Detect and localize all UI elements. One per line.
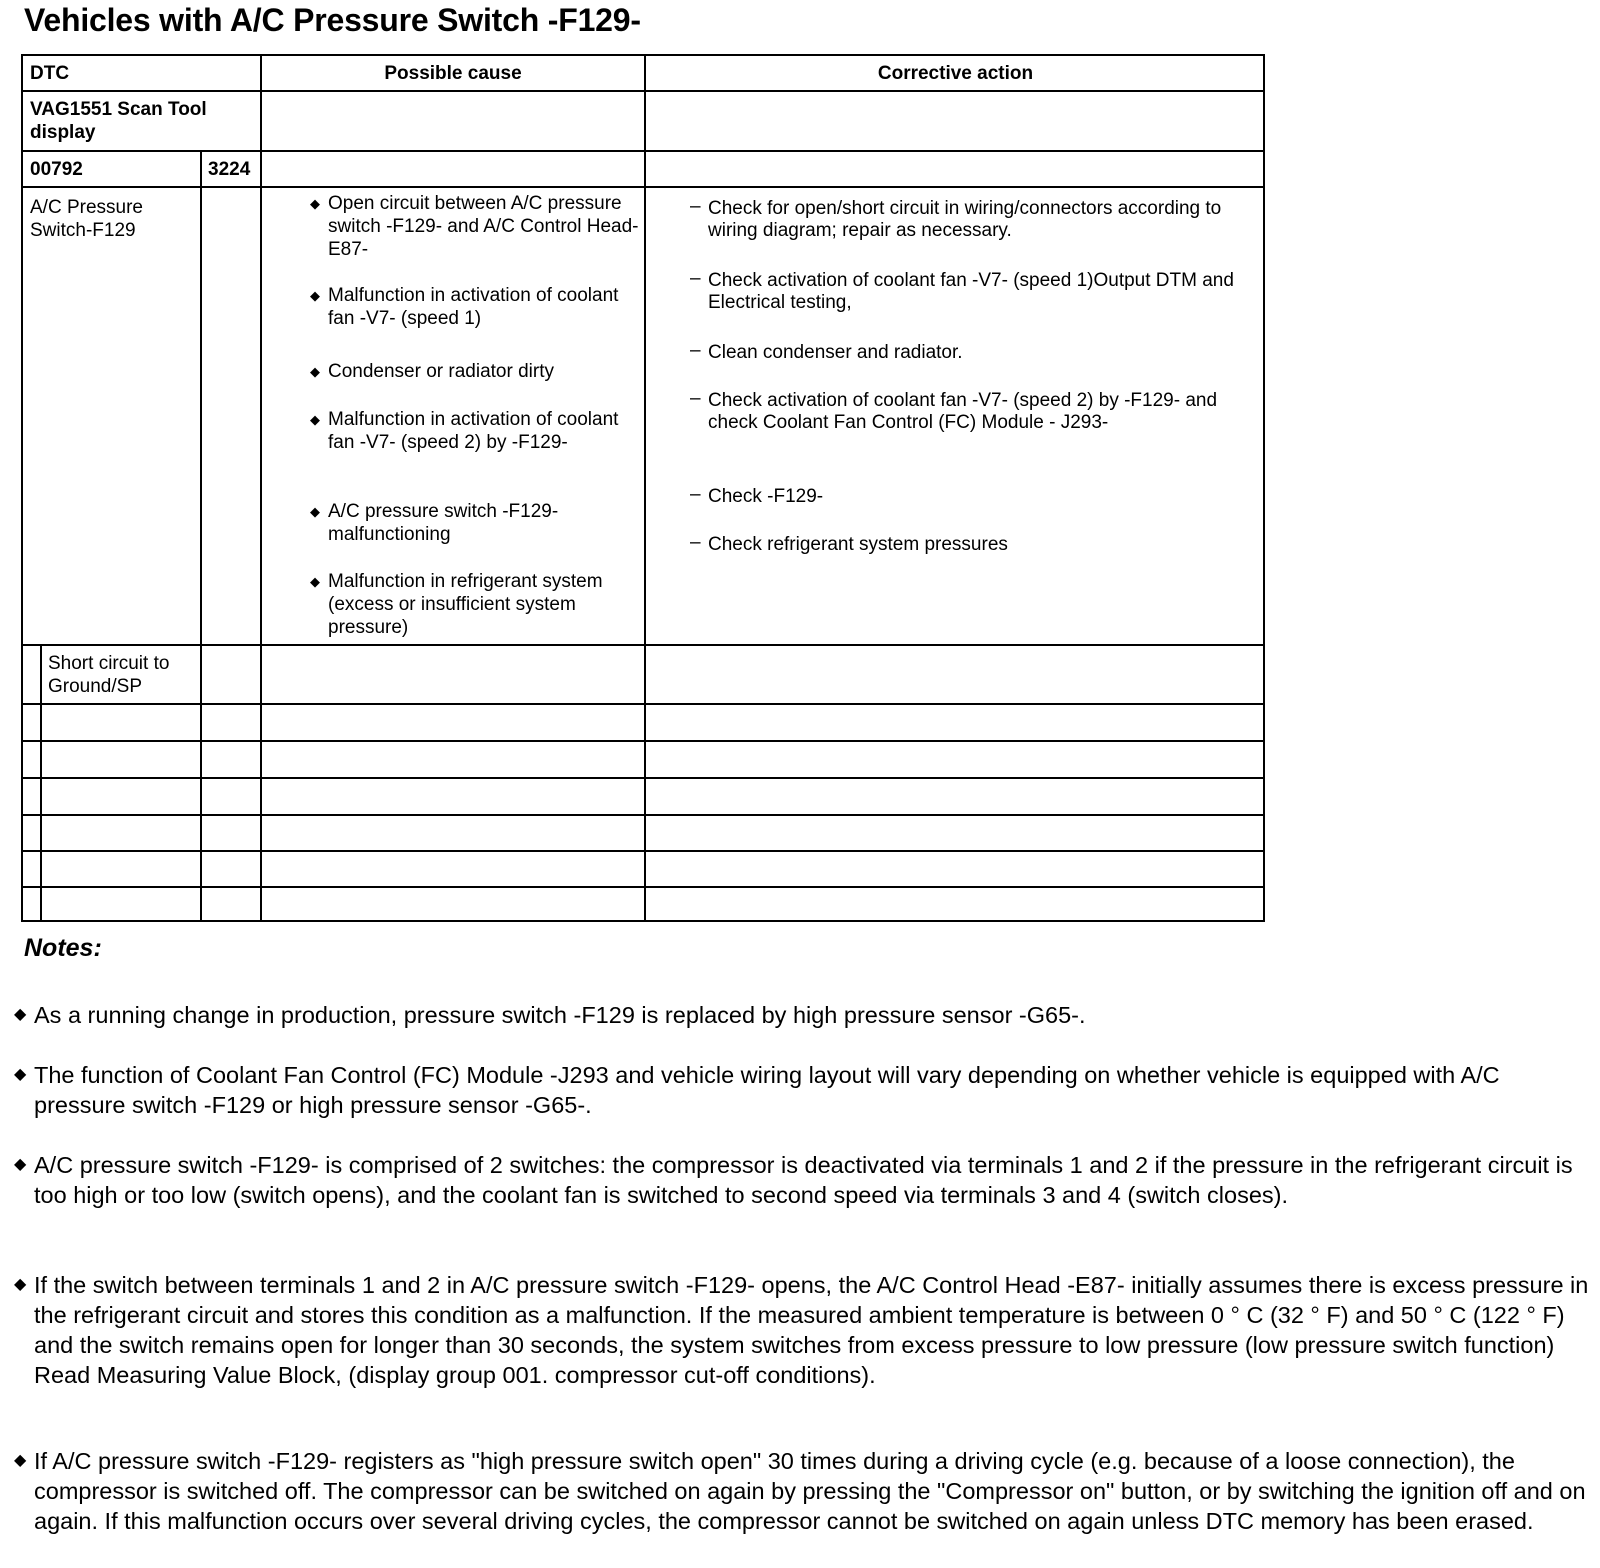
cause-item: ◆ Open circuit between A/C pressure switch -F129- and A/C Control Head-E87- [310,193,639,260]
dtc-number: 3224 [208,159,251,180]
bullet-icon: ◆ [310,504,320,519]
cause-item: ◆ Malfunction in refrigerant system (excess or insufficient system pressure) [310,571,603,638]
note-item: ◆ As a running change in production, pressure switch -F129 is replaced by high pressure sensor -G65-. [14,1002,1086,1028]
dtc-code: 00792 [30,159,83,180]
header-possible-cause: Possible cause [384,63,522,84]
table-divider [644,54,646,922]
table-divider [21,814,1265,816]
table-divider [21,740,1265,742]
bullet-icon: ◆ [14,1066,27,1083]
bullet-icon: ◆ [310,574,320,589]
scan-tool-display-label: VAG1551 Scan Tool display [30,99,207,143]
action-item: – Check -F129- [690,484,824,507]
bullet-icon: ◆ [14,1006,27,1023]
note-item: ◆ If the switch between terminals 1 and 2 in A/C pressure switch -F129- opens, the A/C Control Head -E87- initially assumes there is excess pressure in the refrigerant circuit and stores this condition as a malfunction. If the measured ambient temperature is between 0 ° C (32 ° F) and 50 ° C (122 ° F) and the switch remains open for longer than 30 seconds, the system switches from excess pressure to low pressure (low pressure switch function) Read Measuring Value Block, (display group 001. compressor cut-off conditions). [14,1272,1589,1388]
action-item: – Check activation of coolant fan -V7- (speed 1)Output DTM and Electrical testing, [690,268,1234,313]
action-item: – Check for open/short circuit in wiring/connectors according to wiring diagram; repair as necessary. [690,196,1222,241]
bullet-icon: ◆ [310,288,320,303]
bullet-icon: ◆ [310,196,320,211]
fault-type: Short circuit to Ground/SP [48,653,170,697]
dash-icon: – [690,268,701,289]
dash-icon: – [690,532,701,553]
dash-icon: – [690,484,701,505]
component-name: A/C Pressure Switch-F129 [30,197,143,241]
table-divider [21,777,1265,779]
bullet-icon: ◆ [310,412,320,427]
table-divider [200,150,202,922]
header-dtc: DTC [30,63,70,84]
dash-icon: – [690,196,701,217]
bullet-icon: ◆ [14,1276,27,1293]
action-item: – Check activation of coolant fan -V7- (speed 2) by -F129- and check Coolant Fan Control (FC) Module - J293- [690,388,1218,433]
action-item: – Check refrigerant system pressures [690,532,1008,555]
table-divider [21,850,1265,852]
table-divider [21,703,1265,705]
bullet-icon: ◆ [310,364,320,379]
note-item: ◆ If A/C pressure switch -F129- registers as "high pressure switch open" 30 times during a driving cycle (e.g. because of a loose connection), the compressor is switched off. The compressor can be switched on again by pressing the "Compressor on" button, or by switching the ignition off and on again. If this malfunction occurs over several driving cycles, the compressor cannot be switched on again unless DTC memory has been erased. [14,1448,1586,1534]
cause-item: ◆ Malfunction in activation of coolant fan -V7- (speed 1) [310,285,619,329]
table-divider [21,90,1265,92]
table-divider [21,150,1265,152]
dash-icon: – [690,340,701,361]
dash-icon: – [690,388,701,409]
action-item: – Clean condenser and radiator. [690,340,963,363]
note-item: ◆ The function of Coolant Fan Control (FC) Module -J293 and vehicle wiring layout will vary depending on whether vehicle is equipped with A/C pressure switch -F129 or high pressure sensor -G65-. [14,1062,1500,1118]
cause-item: ◆ Malfunction in activation of coolant fan -V7- (speed 2) by -F129- [310,409,619,453]
note-item: ◆ A/C pressure switch -F129- is comprised of 2 switches: the compressor is deactivated via terminals 1 and 2 if the pressure in the refrigerant circuit is too high or too low (switch opens), and the coolant fan is switched to second speed via terminals 3 and 4 (switch closes). [14,1152,1573,1208]
cause-item: ◆ A/C pressure switch -F129- malfunctioning [310,501,559,545]
table-divider [21,644,1265,646]
table-divider [260,54,262,922]
cause-item: ◆ Condenser or radiator dirty [310,361,554,382]
notes-title: Notes: [24,934,102,962]
table-divider [21,886,1265,888]
table-divider [21,186,1265,188]
bullet-icon: ◆ [14,1452,27,1469]
header-corrective-action: Corrective action [877,63,1034,84]
page-title: Vehicles with A/C Pressure Switch -F129- [24,2,641,38]
bullet-icon: ◆ [14,1156,27,1173]
table-divider [40,644,42,922]
